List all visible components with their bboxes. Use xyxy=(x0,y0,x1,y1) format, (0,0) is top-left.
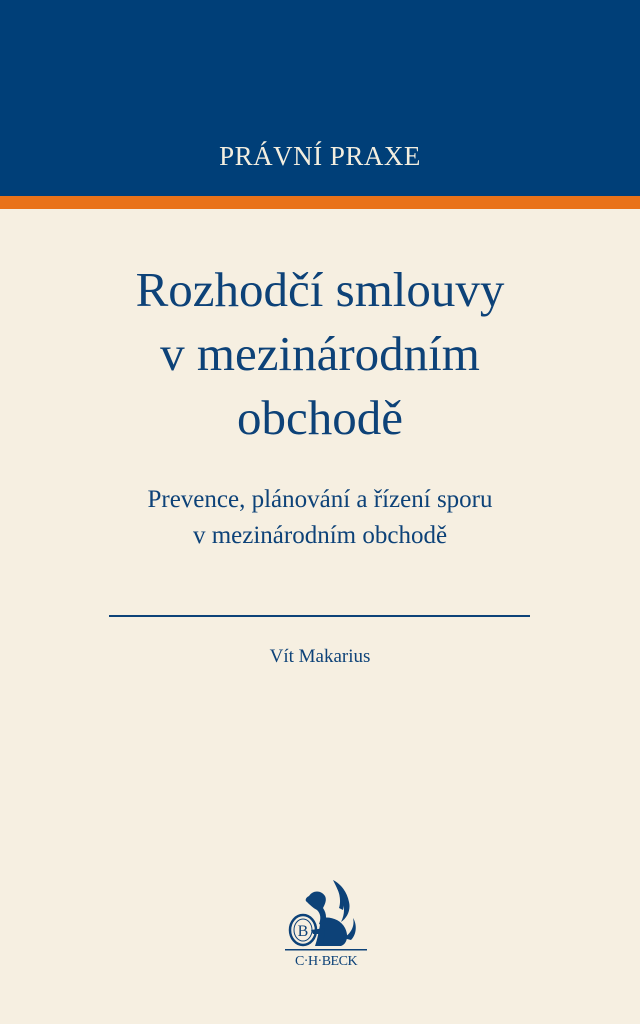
griffin-logo-icon xyxy=(281,874,371,954)
book-subtitle xyxy=(0,482,640,554)
publisher-name: C·H·BECK xyxy=(294,954,358,969)
book-subtitle-line: Prevence, plánování a řízení sporu xyxy=(147,486,493,513)
orange-stripe xyxy=(0,196,640,209)
book-title-line: v mezinárodním xyxy=(160,326,480,381)
book-title-line: Rozhodčí smlouvy xyxy=(135,262,505,317)
author-name: Vít Makarius xyxy=(269,646,371,667)
svg-text:B: B xyxy=(297,923,309,940)
book-title xyxy=(0,258,640,450)
publisher-logo xyxy=(281,874,371,974)
book-title-line: obchodě xyxy=(237,390,403,445)
book-subtitle-line: v mezinárodním obchodě xyxy=(192,522,448,549)
series-title: PRÁVNÍ PRAXE xyxy=(219,141,421,171)
divider-rule xyxy=(109,615,530,617)
